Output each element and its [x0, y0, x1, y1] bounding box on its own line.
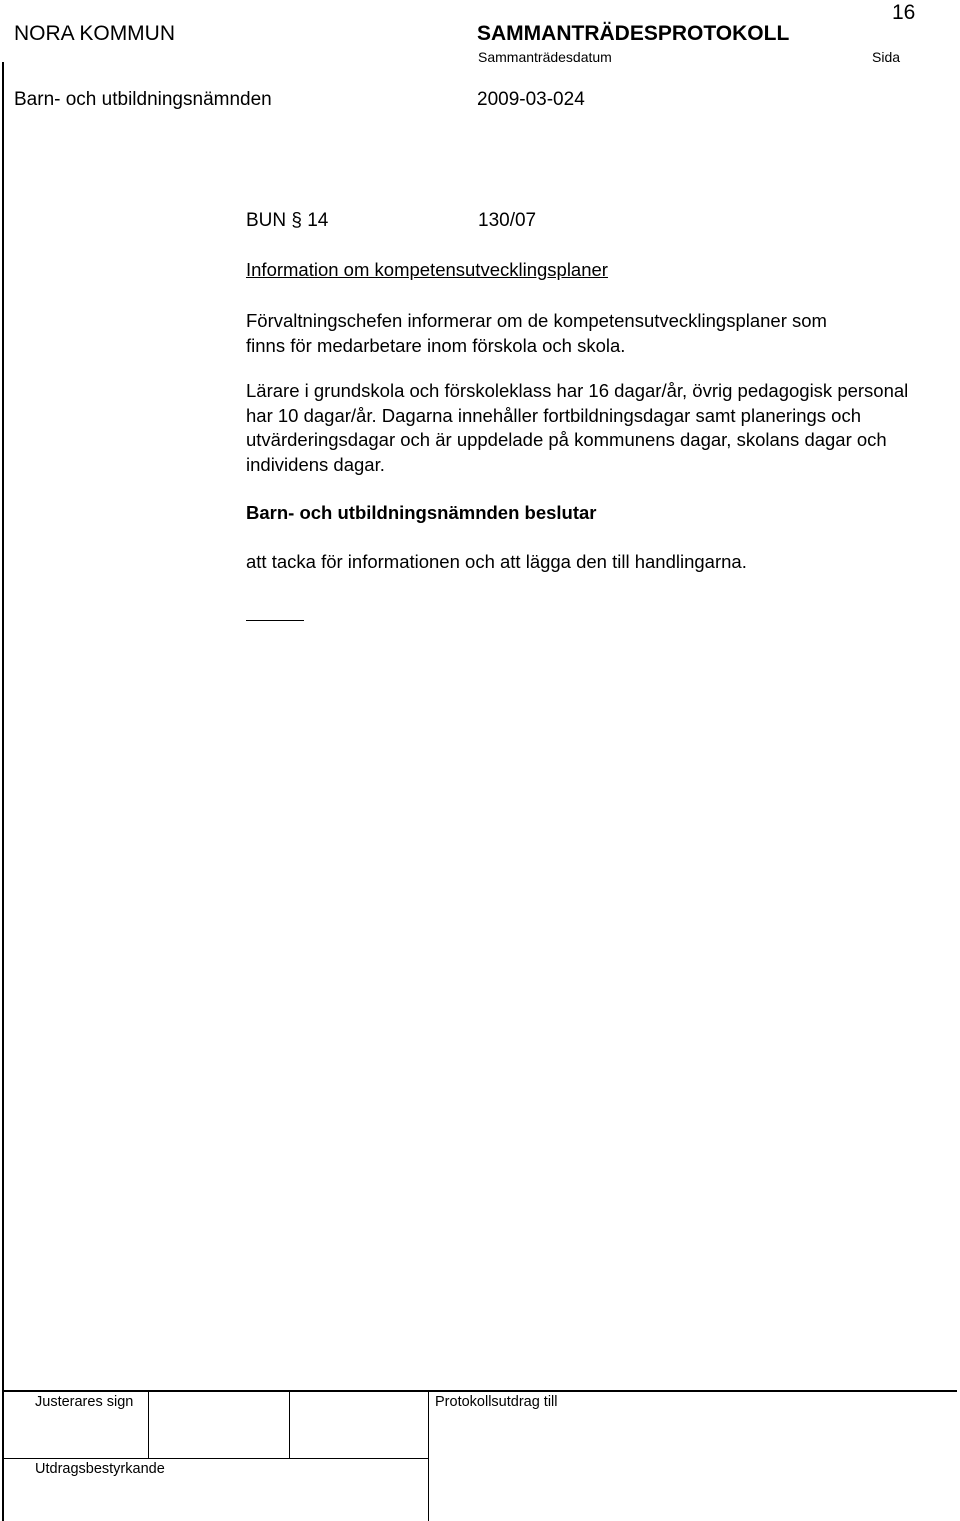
decision-text: att tacka för informationen och att lägga den till handlingarna. — [246, 551, 747, 572]
certification-label: Utdragsbestyrkande — [35, 1461, 165, 1477]
organization-name: NORA KOMMUN — [14, 22, 176, 45]
decision-heading: Barn- och utbildningsnämnden beslutar — [246, 502, 597, 523]
end-rule — [246, 620, 304, 621]
meeting-date: 2009-03-024 — [477, 89, 585, 110]
item-title: Information om kompetensutvecklingsplaner — [246, 259, 608, 280]
paragraph-intro: Förvaltningschefen informerar om de kompetensutvecklingsplaner som finns för medarbetare inom förskola och skola. — [246, 310, 827, 356]
left-margin-line — [2, 62, 4, 1521]
paragraph-details: Lärare i grundskola och förskoleklass har 16 dagar/år, övrig pedagogisk personal har 10 dagar/år. Dagarna innehåller fortbildningsdagar samt planerings och utvärderingsdagar och är uppdelade på kommunens dagar, skolans dagar och individens dagar. — [246, 380, 909, 475]
page-number: 16 — [892, 1, 916, 24]
signature-label: Justerares sign — [35, 1394, 134, 1410]
item-code: BUN § 14 — [246, 210, 329, 231]
item-reference: 130/07 — [478, 210, 537, 231]
extract-recipients-label: Protokollsutdrag till — [435, 1394, 558, 1410]
page-label: Sida — [872, 49, 901, 65]
document-title: SAMMANTRÄDESPROTOKOLL — [477, 22, 790, 45]
meeting-date-label: Sammanträdesdatum — [478, 49, 612, 65]
board-name: Barn- och utbildningsnämnden — [14, 89, 272, 110]
